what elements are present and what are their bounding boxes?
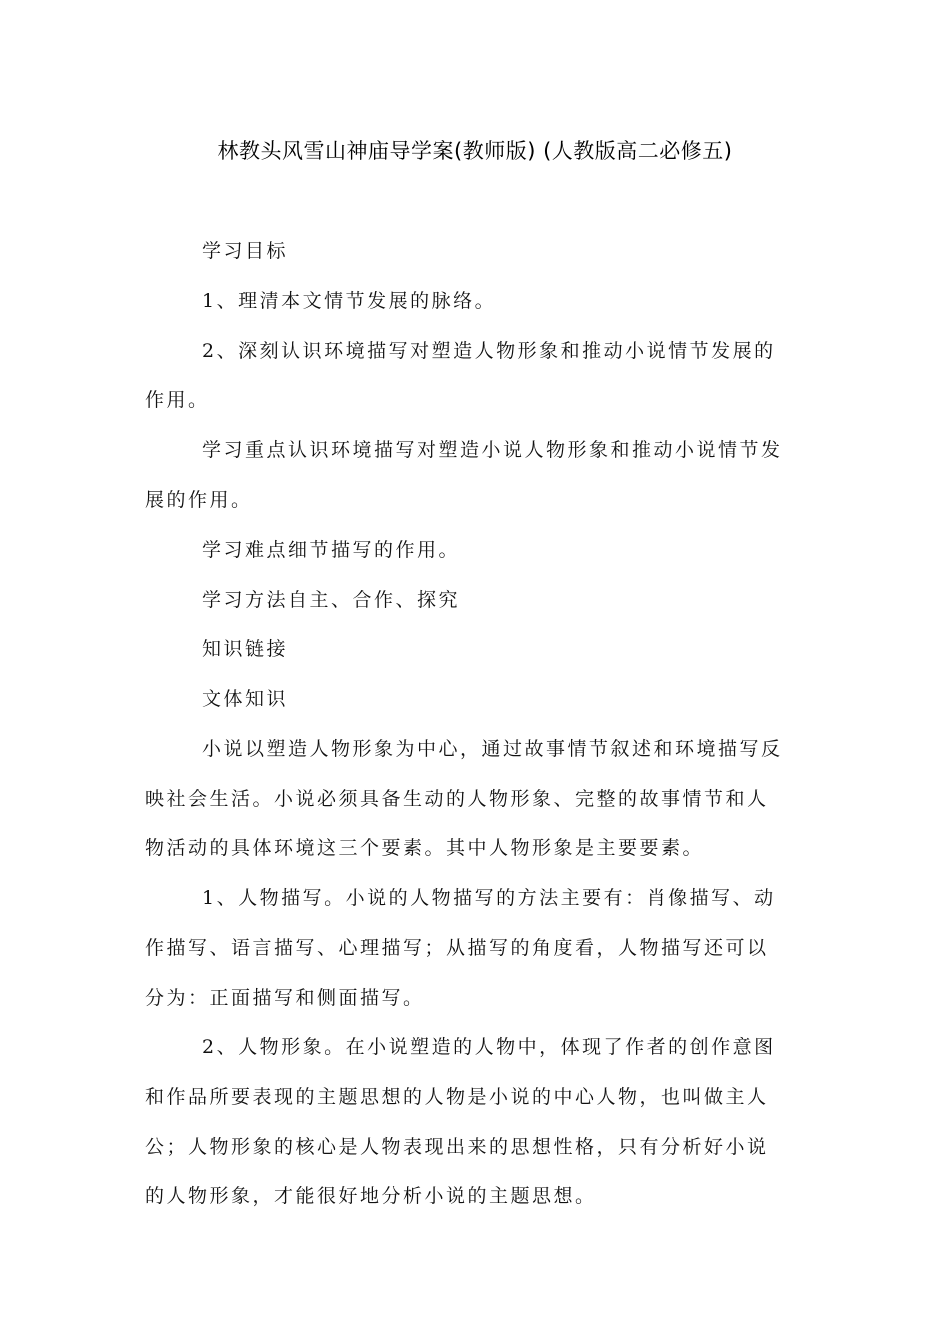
paragraph-line: 学习重点认识环境描写对塑造小说人物形象和推动小说情节发 (202, 439, 783, 461)
paragraph-line: 公；人物形象的核心是人物表现出来的思想性格，只有分析好小说 (145, 1136, 769, 1158)
paragraph-line: 1、人物描写。小说的人物描写的方法主要有：肖像描写、动 (202, 887, 776, 909)
paragraph-line: 学习难点细节描写的作用。 (202, 539, 461, 561)
paragraph-line: 作描写、语言描写、心理描写；从描写的角度看，人物描写还可以 (145, 937, 769, 959)
paragraph-line: 学习目标 (202, 240, 289, 262)
paragraph-line: 映社会生活。小说必须具备生动的人物形象、完整的故事情节和人 (145, 788, 769, 810)
document-title: 林教头风雪山神庙导学案(教师版) (人教版高二必修五) (217, 139, 733, 163)
paragraph-line: 1、理清本文情节发展的脉络。 (202, 290, 497, 312)
paragraph-line: 学习方法自主、合作、探究 (202, 589, 461, 611)
paragraph-line: 和作品所要表现的主题思想的人物是小说的中心人物，也叫做主人 (145, 1086, 769, 1108)
paragraph-line: 物活动的具体环境这三个要素。其中人物形象是主要要素。 (145, 837, 705, 859)
paragraph-line: 2、人物形象。在小说塑造的人物中，体现了作者的创作意图 (202, 1036, 776, 1058)
paragraph-line: 的人物形象，才能很好地分析小说的主题思想。 (145, 1185, 597, 1207)
paragraph-line: 2、深刻认识环境描写对塑造人物形象和推动小说情节发展的 (202, 340, 776, 362)
paragraph-line: 展的作用。 (145, 489, 253, 511)
paragraph-line: 分为：正面描写和侧面描写。 (145, 987, 425, 1009)
paragraph-line: 知识链接 (202, 638, 289, 660)
paragraph-line: 小说以塑造人物形象为中心，通过故事情节叙述和环境描写反 (202, 738, 783, 760)
paragraph-line: 作用。 (145, 389, 210, 411)
paragraph-line: 文体知识 (202, 688, 289, 710)
